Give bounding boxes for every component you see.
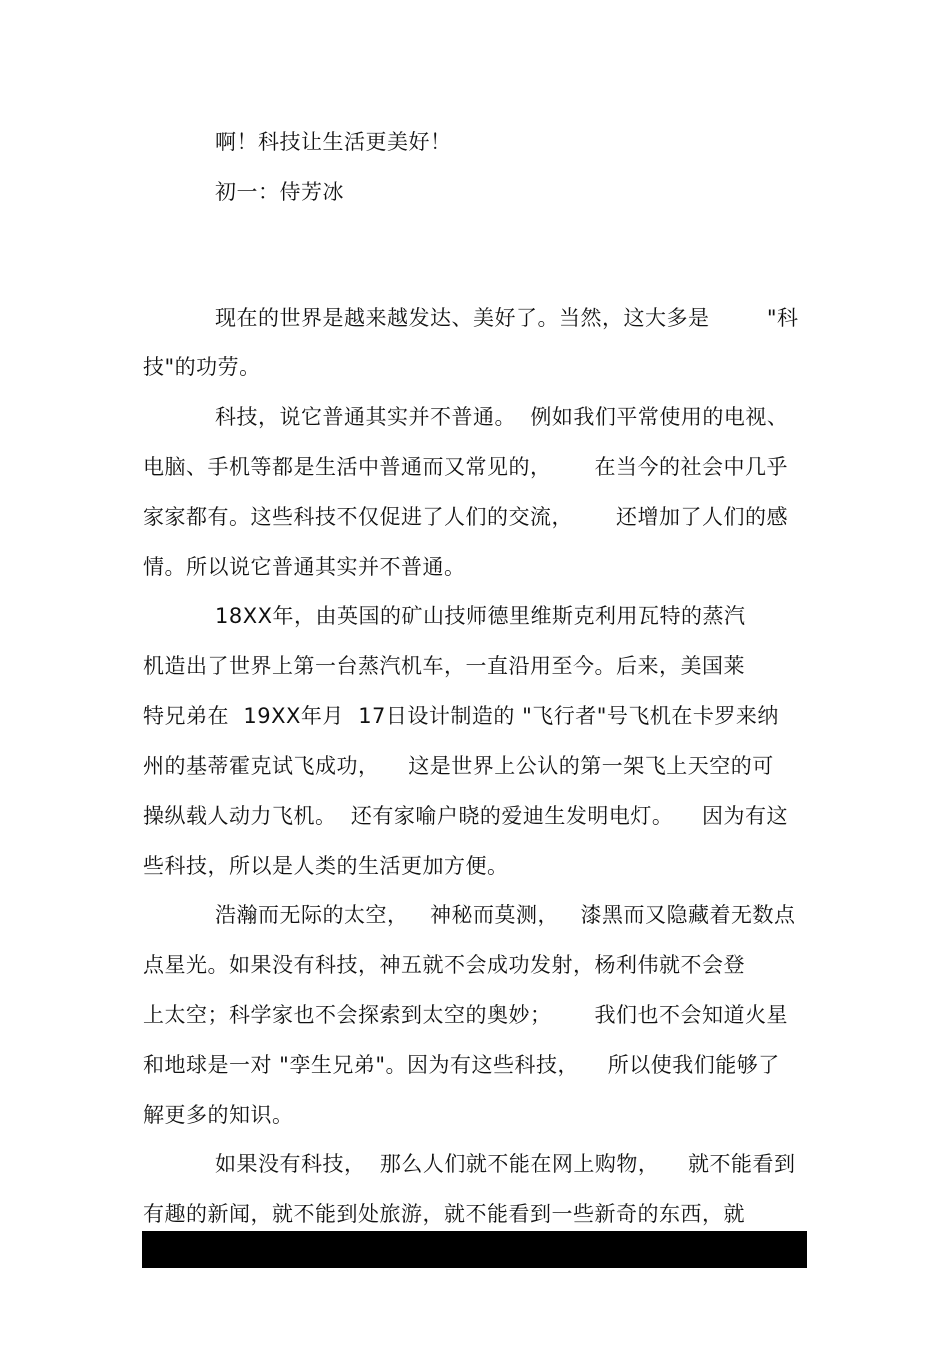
paragraph-1-line-2: 技"的功劳。: [143, 355, 261, 379]
paragraph-2-line-4: 情。所以说它普通其实并不普通。: [143, 555, 466, 579]
paragraph-3-line-1: 18XX年，由英国的矿山技师德里维斯克利用瓦特的蒸汽: [215, 604, 746, 628]
paragraph-2-line-2: 电脑、手机等都是生活中普通而又常见的， 在当今的社会中几乎: [143, 455, 789, 479]
redaction-bar: [142, 1231, 807, 1268]
document-title: 啊！科技让生活更美好！: [215, 130, 452, 154]
paragraph-3-line-6: 些科技，所以是人类的生活更加方便。: [143, 854, 509, 878]
paragraph-4-line-4: 和地球是一对 "孪生兄弟"。因为有这些科技， 所以使我们能够了: [143, 1053, 780, 1077]
paragraph-5-line-2: 有趣的新闻，就不能到处旅游，就不能看到一些新奇的东西，就: [143, 1202, 745, 1226]
author-line: 初一：侍芳冰: [215, 180, 344, 204]
paragraph-3-line-2: 机造出了世界上第一台蒸汽机车，一直沿用至今。后来，美国莱: [143, 654, 745, 678]
paragraph-3-line-5: 操纵载人动力飞机。 还有家喻户晓的爱迪生发明电灯。 因为有这: [143, 804, 789, 828]
paragraph-2-line-3: 家家都有。这些科技不仅促进了人们的交流， 还增加了人们的感: [143, 505, 789, 529]
paragraph-4-line-2: 点星光。如果没有科技，神五就不会成功发射，杨利伟就不会登: [143, 953, 745, 977]
paragraph-1-line-1: 现在的世界是越来越发达、美好了。当然，这大多是 "科: [215, 306, 799, 330]
paragraph-4-line-1: 浩瀚而无际的太空， 神秘而莫测， 漆黑而又隐藏着无数点: [215, 903, 796, 927]
paragraph-4-line-5: 解更多的知识。: [143, 1103, 294, 1127]
paragraph-5-line-1: 如果没有科技， 那么人们就不能在网上购物， 就不能看到: [215, 1152, 796, 1176]
paragraph-2-line-1: 科技，说它普通其实并不普通。 例如我们平常使用的电视、: [215, 405, 789, 429]
paragraph-3-line-3: 特兄弟在 19XX年月 17日设计制造的 "飞行者"号飞机在卡罗来纳: [143, 704, 779, 728]
paragraph-4-line-3: 上太空；科学家也不会探索到太空的奥妙； 我们也不会知道火星: [143, 1003, 789, 1027]
paragraph-3-line-4: 州的基蒂霍克试飞成功， 这是世界上公认的第一架飞上天空的可: [143, 754, 774, 778]
